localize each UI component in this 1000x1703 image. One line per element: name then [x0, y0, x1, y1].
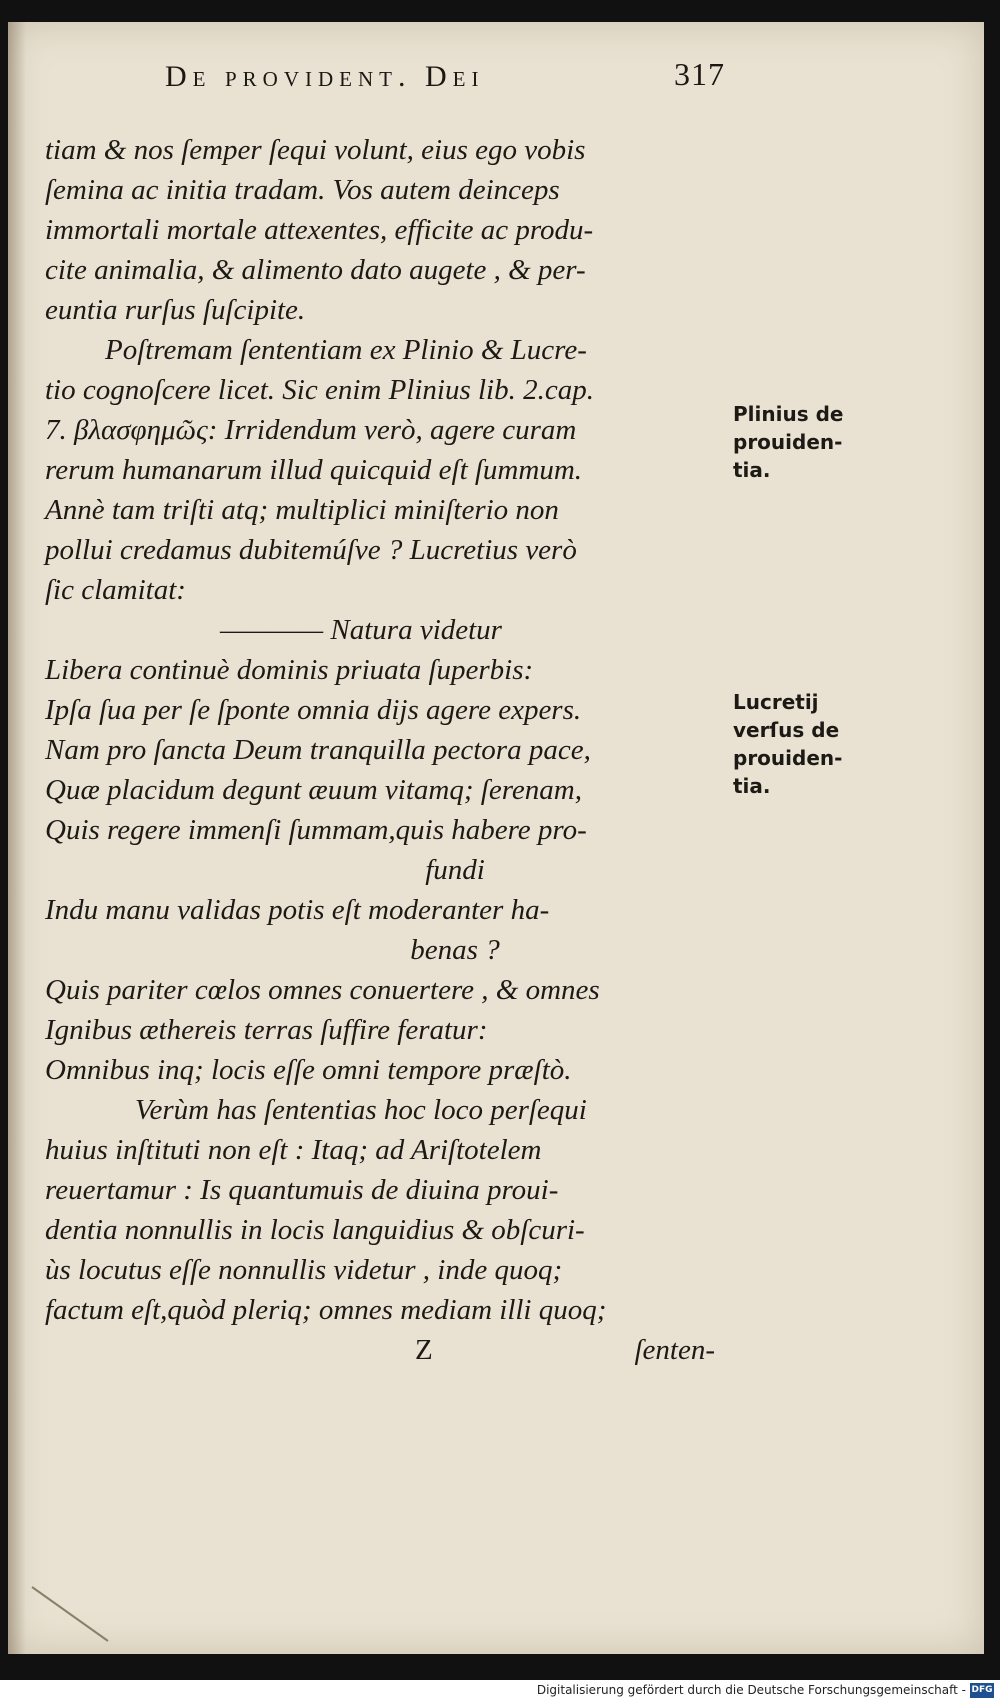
text-line: 7. βλασφημῶς: Irridendum verò, agere curam: [45, 414, 577, 446]
margin-note-line: Plinius de: [733, 402, 844, 426]
verse-line: ———— Natura videtur: [220, 614, 502, 646]
text-line: dentia nonnullis in locis languidius & obſcuri-: [45, 1214, 585, 1246]
running-head: [165, 56, 725, 94]
margin-note-line: tia.: [733, 774, 771, 798]
main-text-block: [45, 130, 725, 1370]
page-gutter-shadow: [8, 22, 26, 1654]
verse-line: Quis regere immenſi ſummam,quis habere pro-: [45, 814, 587, 846]
margin-note-line: prouiden-: [733, 430, 843, 454]
verse-turnover: fundi: [425, 854, 485, 886]
verse-turnover: benas ?: [410, 934, 500, 966]
margin-note-plinius: [733, 400, 883, 484]
text-line: huius inſtituti non eſt : Itaq; ad Ariſtotelem: [45, 1134, 542, 1166]
text-line: ſemina ac initia tradam. Vos autem deinceps: [45, 174, 560, 206]
paragraph-start: Poſtremam ſententiam ex Plinio & Lucre-: [105, 334, 587, 366]
margin-note-line: verſus de: [733, 718, 840, 742]
verse-line: Quæ placidum degunt æuum vitamq; ſerenam,: [45, 774, 582, 806]
page-foot-line: [45, 1330, 725, 1370]
dfg-logo-icon: DFG: [970, 1683, 994, 1698]
verse-line: Ignibus æthereis terras ſuffire feratur:: [45, 1014, 488, 1046]
text-line: immortali mortale attexentes, efficite ac produ-: [45, 214, 594, 246]
margin-note-line: Lucretij: [733, 690, 819, 714]
text-line: reuertamur : Is quantumuis de diuina proui-: [45, 1174, 559, 1206]
text-line: ùs locutus eſſe nonnullis videtur , inde quoq;: [45, 1254, 563, 1286]
footer-bar: [0, 1680, 1000, 1703]
text-line: factum eſt,quòd pleriq; omnes mediam illi quoq;: [45, 1294, 607, 1326]
page-number: 317: [674, 56, 725, 92]
footer-credit: Digitalisierung gefördert durch die Deutsche Forschungsgemeinschaft -: [536, 1683, 966, 1697]
text-line: Annè tam triſti atq; multiplici miniſterio non: [45, 494, 559, 526]
verse-line: Ipſa ſua per ſe ſponte omnia dijs agere expers.: [45, 694, 582, 726]
text-line: rerum humanarum illud quicquid eſt ſummum.: [45, 454, 583, 486]
running-head-title: De provident. Dei: [165, 60, 485, 93]
text-line: euntia rurſus ſuſcipite.: [45, 294, 306, 326]
verse-line: Indu manu validas potis eſt moderanter ha-: [45, 894, 550, 926]
margin-note-line: prouiden-: [733, 746, 843, 770]
paragraph-start: Verùm has ſententias hoc loco perſequi: [135, 1094, 587, 1126]
text-line: ſic clamitat:: [45, 574, 186, 606]
catchword: ſenten-: [634, 1334, 715, 1366]
verse-line: Libera continuè dominis priuata ſuperbis:: [45, 654, 534, 686]
page-corner-crease: [30, 1585, 110, 1645]
margin-note-line: tia.: [733, 458, 771, 482]
verse-line: Nam pro ſancta Deum tranquilla pectora pace,: [45, 734, 591, 766]
text-line: tio cognoſcere licet. Sic enim Plinius lib. 2.cap.: [45, 374, 594, 406]
verse-line: Quis pariter cœlos omnes conuertere , & omnes: [45, 974, 600, 1006]
verse-line: Omnibus inq; locis eſſe omni tempore præſtò.: [45, 1054, 572, 1086]
text-line: cite animalia, & alimento dato augete , & per-: [45, 254, 586, 286]
signature-mark: Z: [415, 1334, 433, 1366]
text-line: pollui credamus dubitemúſve ? Lucretius verò: [45, 534, 577, 566]
margin-note-lucretius: [733, 688, 883, 800]
text-line: tiam & nos ſemper ſequi volunt, eius ego vobis: [45, 134, 586, 166]
